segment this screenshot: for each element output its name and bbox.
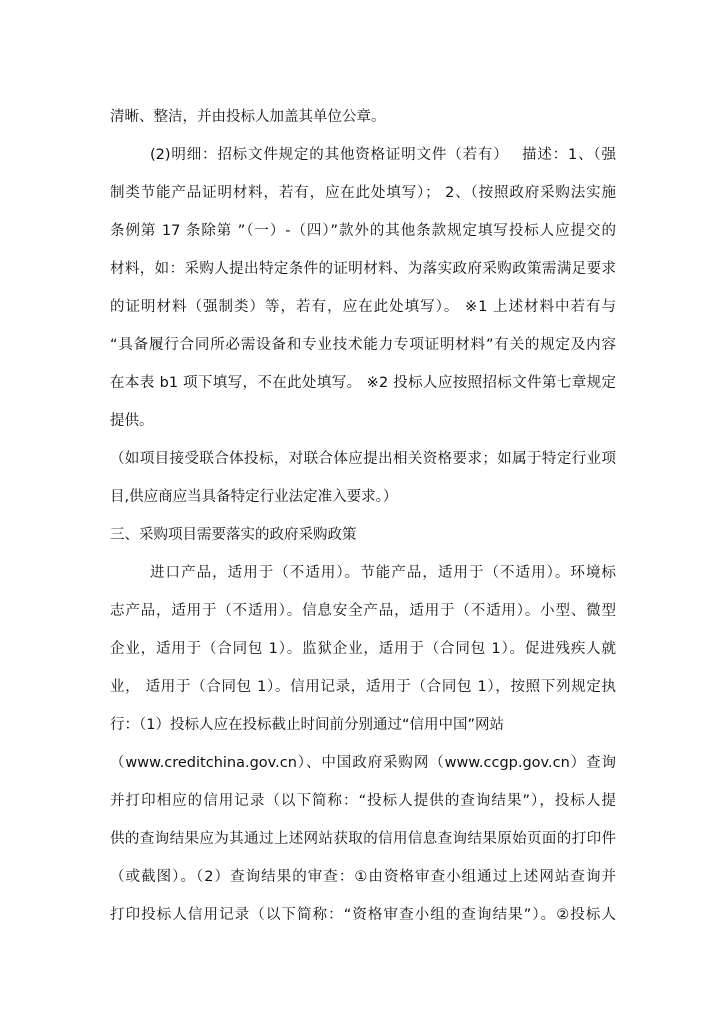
text-line: 在本表 b1 项下填写，不在此处填写。 ※2 投标人应按照招标文件第七章规定 <box>110 375 616 391</box>
text-line: 条例第 17 条除第 ”（一）-（四）”款外的其他条款规定填写投标人应提交的 <box>110 223 616 239</box>
text-line: 制类节能产品证明材料，若有，应在此处填写）； 2、（按照政府采购法实施 <box>110 185 616 201</box>
text-line: （www.creditchina.gov.cn）、中国政府采购网（www.ccgp.gov.cn）查询 <box>110 755 616 771</box>
text-line: 目,供应商应当具备特定行业法定准入要求。） <box>110 489 398 505</box>
text-line: 的证明材料（强制类）等，若有，应在此处填写）。 ※1 上述材料中若有与 <box>110 299 616 315</box>
text-line: 业， 适用于（合同包 1）。信用记录，适用于（合同包 1），按照下列规定执 <box>110 679 616 695</box>
text-line: （如项目接受联合体投标，对联合体应提出相关资格要求；如属于特定行业项 <box>110 451 616 467</box>
text-line: 提供。 <box>110 413 154 429</box>
text-line: “具备履行合同所必需设备和专业技术能力专项证明材料”有关的规定及内容 <box>110 337 616 353</box>
text-line: 志产品，适用于（不适用）。信息安全产品，适用于（不适用）。小型、微型 <box>110 603 616 619</box>
text-line: 行：（1）投标人应在投标截止时间前分别通过“信用中国”网站 <box>110 717 504 733</box>
text-line: 清晰、整洁，并由投标人加盖其单位公章。 <box>110 109 386 125</box>
text-line: 企业，适用于（合同包 1）。监狱企业，适用于（合同包 1）。促进残疾人就 <box>110 641 616 657</box>
text-line: (2)明细：招标文件规定的其他资格证明文件（若有） 描述：1、（强 <box>150 147 616 163</box>
text-line: 进口产品，适用于（不适用）。节能产品，适用于（不适用）。环境标 <box>150 565 616 581</box>
text-line: 并打印相应的信用记录（以下简称：“投标人提供的查询结果”），投标人提 <box>110 793 616 809</box>
text-line: 材料，如：采购人提出特定条件的证明材料、为落实政府采购政策需满足要求 <box>110 261 616 277</box>
text-line: 供的查询结果应为其通过上述网站获取的信用信息查询结果原始页面的打印件 <box>110 831 616 847</box>
section-heading: 三、采购项目需要落实的政府采购政策 <box>110 527 357 543</box>
text-line: 打印投标人信用记录（以下简称：“资格审查小组的查询结果”）。②投标人 <box>110 907 616 923</box>
text-line: （或截图）。（2）查询结果的审查：①由资格审查小组通过上述网站查询并 <box>110 869 616 885</box>
